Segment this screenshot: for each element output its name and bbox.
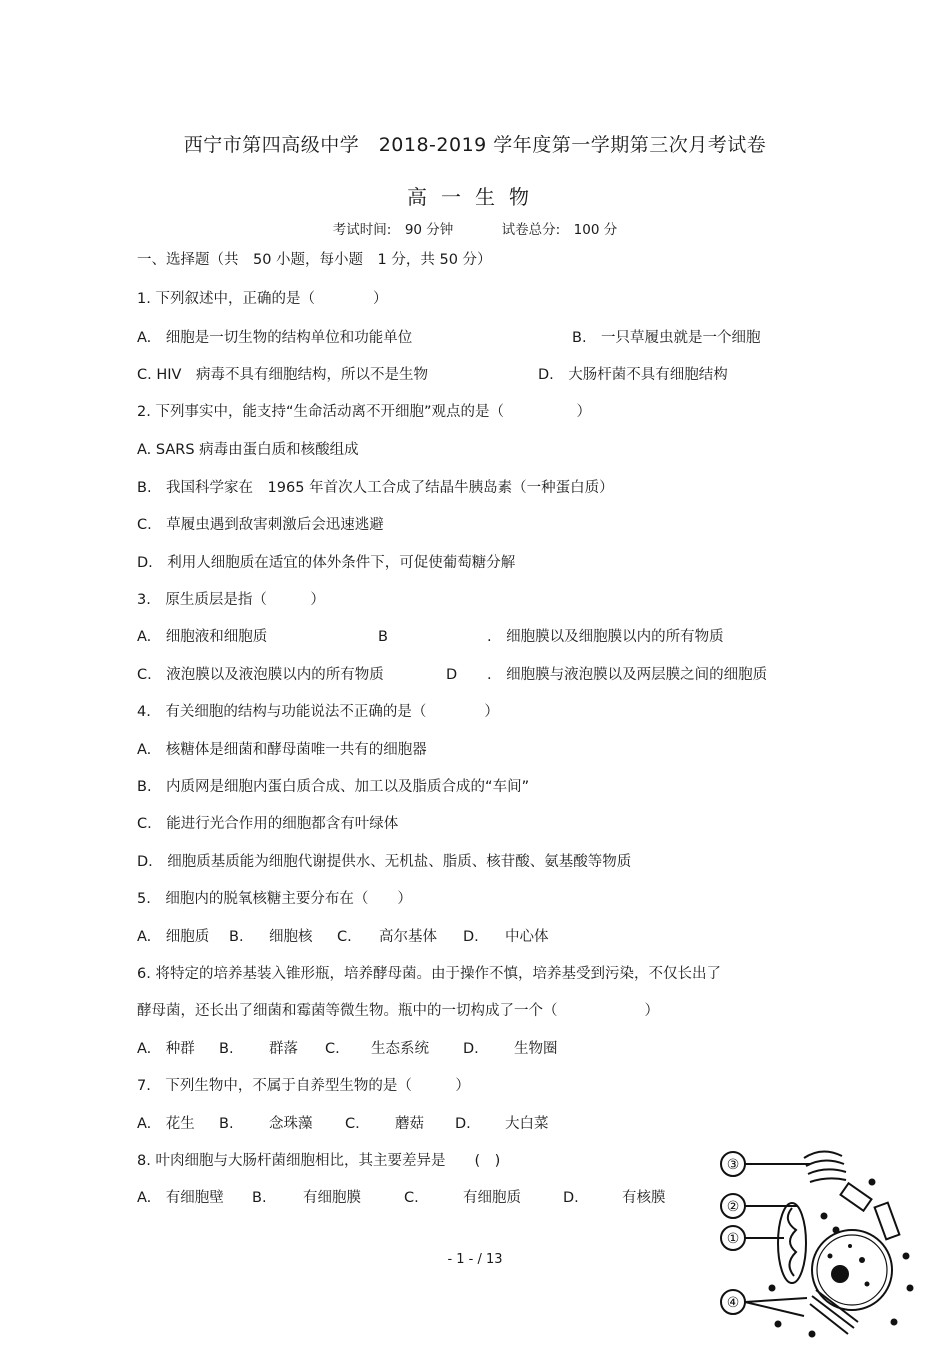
question-stem: 4. 有关细胞的结构与功能说法不正确的是（ ） [137, 704, 499, 720]
question-stem: 3. 原生质层是指（ ） [137, 592, 325, 608]
option: 有细胞膜 [303, 1190, 361, 1206]
option: 有核膜 [622, 1190, 666, 1206]
option-letter: C. [345, 1116, 360, 1132]
option: . 细胞膜与液泡膜以及两层膜之间的细胞质 [487, 667, 768, 683]
question-stem: 2. 下列事实中，能支持“生命活动离不开细胞”观点的是（ ） [137, 404, 591, 420]
option: 高尔基体 [379, 929, 437, 945]
question-stem: 1. 下列叙述中，正确的是（ ） [137, 291, 388, 307]
option: A. 花生 [137, 1116, 195, 1132]
option: 中心体 [505, 929, 549, 945]
label-3: ③ [726, 1157, 740, 1173]
option: C. HIV 病毒不具有细胞结构，所以不是生物 [137, 367, 428, 383]
question-stem: 6. 将特定的培养基装入锥形瓶，培养酵母菌。由于操作不慎，培养基受到污染，不仅长出了 [137, 966, 721, 982]
option-letter: D. [563, 1190, 579, 1206]
exam-meta [0, 218, 950, 238]
option: D. 利用人细胞质在适宜的体外条件下，可促使葡萄糖分解 [137, 555, 516, 571]
option: D. 细胞质基质能为细胞代谢提供水、无机盐、脂质、核苷酸、氨基酸等物质 [137, 854, 632, 870]
exam-title: 西宁市第四高级中学 2018-2019 学年度第一学期第三次月考试卷 [183, 134, 767, 156]
option: 生态系统 [371, 1041, 429, 1057]
question-stem: 7. 下列生物中，不属于自养型生物的是（ ） [137, 1078, 470, 1094]
label-1: ① [726, 1231, 740, 1247]
option-letter: C. [404, 1190, 419, 1206]
option: 细胞核 [269, 929, 313, 945]
option: C. 能进行光合作用的细胞都含有叶绿体 [137, 816, 399, 832]
option: A. 核糖体是细菌和酵母菌唯一共有的细胞器 [137, 742, 427, 758]
option: 有细胞质 [463, 1190, 521, 1206]
option-letter: B [378, 629, 388, 645]
total-score: 试卷总分: 100 分 [501, 222, 618, 238]
option-letter: D. [463, 929, 479, 945]
option: C. 液泡膜以及液泡膜以内的所有物质 [137, 667, 384, 683]
option: C. 草履虫遇到敌害刺激后会迅速逃避 [137, 517, 384, 533]
option-letter: B. [252, 1190, 267, 1206]
label-4: ④ [726, 1295, 740, 1311]
option: . 细胞膜以及细胞膜以内的所有物质 [487, 629, 724, 645]
option: A. 细胞是一切生物的结构单位和功能单位 [137, 330, 413, 346]
option: B. 一只草履虫就是一个细胞 [572, 330, 761, 346]
option: 蘑菇 [395, 1116, 424, 1132]
question-stem: 8. 叶肉细胞与大肠杆菌细胞相比，其主要差异是 ( ) [137, 1153, 501, 1169]
option-letter: C. [337, 929, 352, 945]
option: A. 有细胞壁 [137, 1190, 224, 1206]
option: 大白菜 [505, 1116, 549, 1132]
label-2: ② [726, 1199, 740, 1215]
option: A. 细胞液和细胞质 [137, 629, 268, 645]
option: 念珠藻 [269, 1116, 313, 1132]
page-footer: - 1 - / 13 [447, 1252, 503, 1267]
option: A. SARS 病毒由蛋白质和核酸组成 [137, 442, 359, 458]
question-stem: 5. 细胞内的脱氧核糖主要分布在（ ） [137, 891, 412, 907]
section-heading: 一、选择题（共 50 小题，每小题 1 分，共 50 分） [137, 252, 492, 268]
option-letter: D [446, 667, 458, 683]
option-letter: C. [325, 1041, 340, 1057]
option: 群落 [269, 1041, 298, 1057]
option: B. 我国科学家在 1965 年首次人工合成了结晶牛胰岛素（一种蛋白质） [137, 480, 614, 496]
option-letter: B. [219, 1116, 234, 1132]
question-stem-continued: 酵母菌，还长出了细菌和霉菌等微生物。瓶中的一切构成了一个（ ） [137, 1003, 659, 1019]
option-letter: B. [229, 929, 244, 945]
option-letter: D. [455, 1116, 471, 1132]
option: 生物圈 [514, 1041, 558, 1057]
exam-time: 考试时间: 90 分钟 [332, 222, 454, 238]
cell-diagram-figure [712, 1138, 944, 1345]
option-letter: D. [463, 1041, 479, 1057]
option: D. 大肠杆菌不具有细胞结构 [538, 367, 728, 383]
subject-title: 高一生物 [407, 185, 543, 209]
option: B. 内质网是细胞内蛋白质合成、加工以及脂质合成的“车间” [137, 779, 530, 795]
option: A. 细胞质 [137, 929, 210, 945]
option: A. 种群 [137, 1041, 195, 1057]
option-letter: B. [219, 1041, 234, 1057]
